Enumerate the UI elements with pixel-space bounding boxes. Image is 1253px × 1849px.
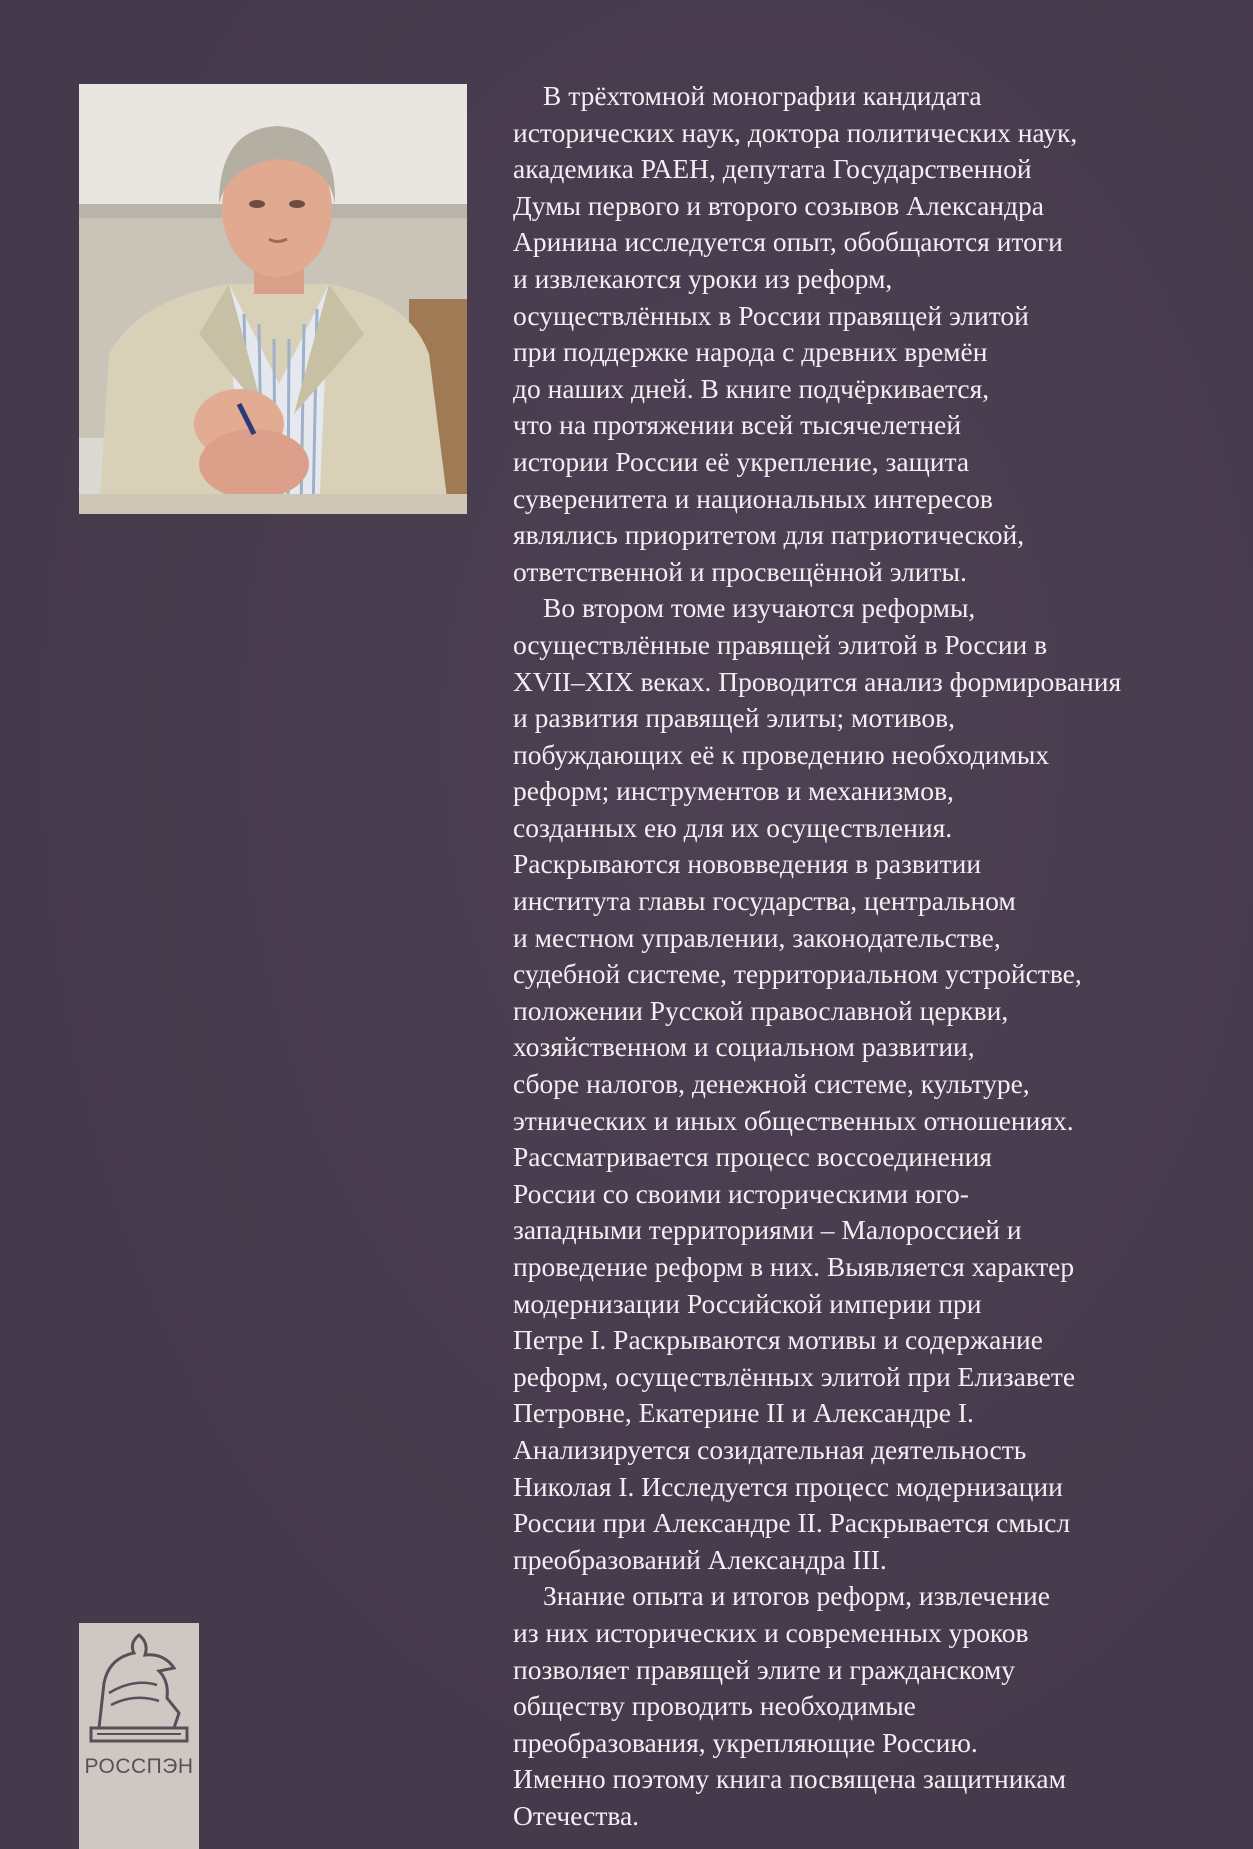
text-line: из них исторических и современных уроков [513,1616,1029,1648]
text-line: преобразований Александра III. [513,1543,887,1575]
text-line: и извлекаются уроки из реформ, [513,262,893,294]
annotation-text [513,78,1193,1835]
text-line: позволяет правящей элите и гражданскому [513,1653,1016,1685]
text-line: академика РАЕН, депутата Государственной [513,153,1032,185]
text-line: осуществлённых в России правящей элитой [513,299,1029,331]
text-line: суверенитета и национальных интересов [513,482,993,514]
publisher-name: РОССПЭН [84,1755,194,1778]
text-line: Николая I. Исследуется процесс модернизации [513,1470,1063,1502]
text-line: Раскрываются нововведения в развитии [513,848,982,880]
text-line: Рассматривается процесс воссоединения [513,1141,992,1173]
text-line: и развития правящей элиты; мотивов, [513,702,955,734]
text-line: этнических и иных общественных отношениях. [513,1104,1074,1136]
text-line: до наших дней. В книге подчёркивается, [513,372,990,404]
text-line: Думы первого и второго созывов Александра [513,189,1044,221]
text-line: исторических наук, доктора политических наук, [513,116,1078,148]
text-line: проведение реформ в них. Выявляется характер [513,1251,1075,1282]
text-line: Аринина исследуется опыт, обобщаются итоги [513,226,1063,258]
text-line: России со своими историческими юго- [513,1177,969,1209]
text-line: Отечества. [513,1799,640,1831]
author-photo [79,84,467,514]
text-line: положении Русской православной церкви, [513,994,1009,1026]
text-line: модернизации Российской империи при [513,1287,982,1319]
text-line: XVII–XIX веках. Проводится анализ формирования [513,665,1122,697]
text-line: реформ; инструментов и механизмов, [513,775,954,807]
text-line: института главы государства, центральном [513,885,1016,917]
text-line: судебной системе, территориальном устройстве, [513,958,1082,990]
text-line: Петровне, Екатерине II и Александре I. [513,1397,974,1429]
text-line: Анализируется созидательная деятельность [513,1433,1027,1465]
text-line: созданных ею для их осуществления. [513,811,953,843]
text-line: Во втором томе изучаются реформы, [543,592,976,624]
text-line: побуждающих её к проведению необходимых [513,738,1050,770]
text-line: при поддержке народа с древних времён [513,336,988,368]
text-line: В трёхтомной монографии кандидата [543,80,982,111]
text-line: что на протяжении всей тысячелетней [513,409,962,441]
text-line: России при Александре II. Раскрывается смысл [513,1507,1071,1539]
text-line: и местном управлении, законодательстве, [513,921,1001,953]
text-line: осуществлённые правящей элитой в России в [513,628,1048,660]
text-line: являлись приоритетом для патриотической, [513,519,1025,551]
text-line: Петре I. Раскрываются мотивы и содержание [513,1324,1043,1356]
text-line: сборе налогов, денежной системе, культуре, [513,1068,1030,1100]
author-portrait [79,84,467,514]
text-line: ответственной и просвещённой элиты. [513,555,967,587]
text-line: истории России её укрепление, защита [513,445,970,477]
text-line: хозяйственном и социальном развитии, [513,1031,975,1063]
text-line: западными территориями – Малороссией и [513,1214,1022,1246]
text-line: Знание опыта и итогов реформ, извлечение [543,1580,1050,1612]
text-line: Именно поэтому книга посвящена защитникам [513,1763,1066,1795]
griffin-emblem-icon [79,1623,199,1753]
publisher-logo [79,1623,199,1849]
text-line: обществу проводить необходимые [513,1690,916,1722]
text-line: реформ, осуществлённых элитой при Елизавете [513,1360,1076,1392]
text-line: преобразования, укрепляющие Россию. [513,1726,978,1758]
